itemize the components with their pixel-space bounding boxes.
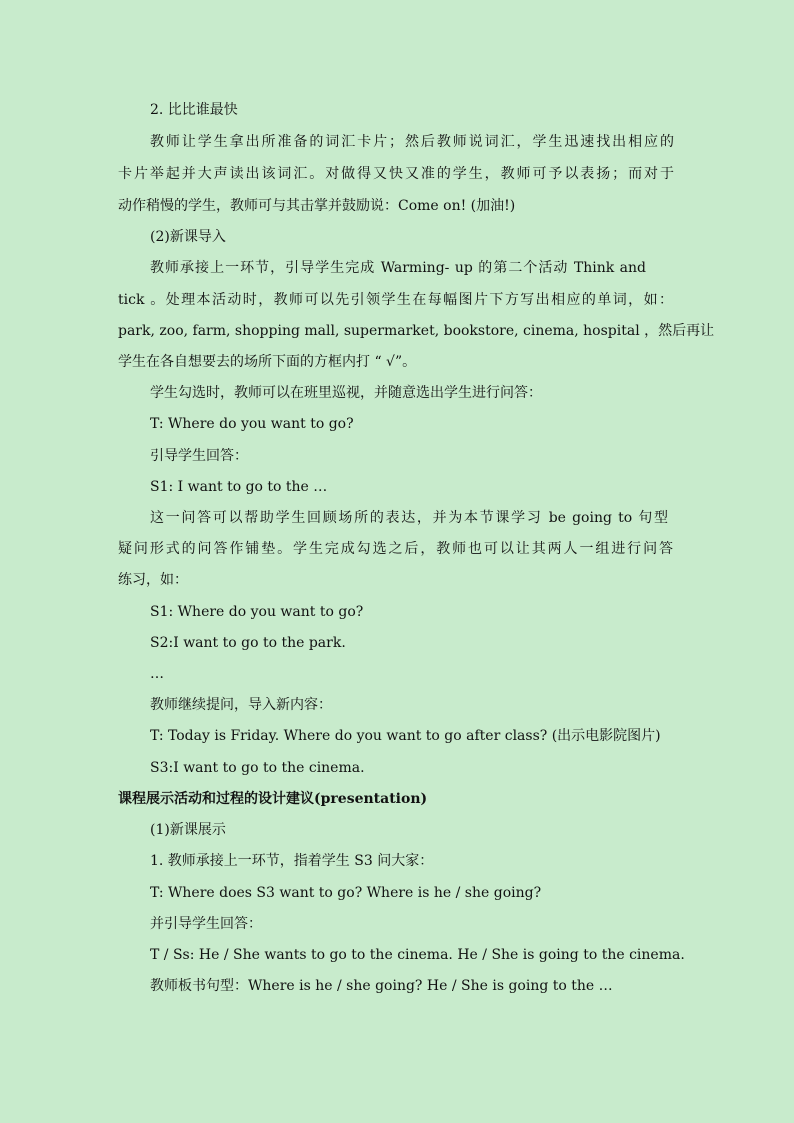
paragraph-line: 1. 教师承接上一环节，指着学生 S3 问大家： xyxy=(150,853,434,869)
paragraph-line: 教师继续提问，导入新内容： xyxy=(150,697,332,713)
paragraph-line: 疑问形式的问答作铺垫。学生完成勾选之后，教师也可以让其两人一组进行问答 xyxy=(118,541,673,557)
paragraph-line: 教师承接上一环节，引导学生完成 Warming- up 的第二个活动 Think and xyxy=(150,260,646,276)
paragraph-line: 引导学生回答： xyxy=(150,448,248,464)
dialogue-line: S1: I want to go to the … xyxy=(150,479,328,495)
paragraph-line: 这一问答可以帮助学生回顾场所的表达，并为本节课学习 be going to 句型 xyxy=(150,510,668,526)
paragraph-line: 并引导学生回答： xyxy=(150,916,262,932)
paragraph-line: 卡片举起并大声读出该词汇。对做得又快又准的学生，教师可予以表扬；而对于 xyxy=(118,166,674,182)
paragraph-line: 学生勾选时，教师可以在班里巡视，并随意选出学生进行问答： xyxy=(150,385,542,401)
paragraph-line: tick 。处理本活动时，教师可以先引领学生在每幅图片下方写出相应的单词，如： xyxy=(118,292,673,308)
dialogue-line: S2:I want to go to the park. xyxy=(150,635,346,651)
paragraph-line: 动作稍慢的学生，教师可与其击掌并鼓励说：Come on! (加油!) xyxy=(118,198,516,214)
dialogue-line: S1: Where do you want to go? xyxy=(150,604,364,620)
dialogue-line: T / Ss: He / She wants to go to the cinema. He / She is going to the cinema. xyxy=(150,947,685,963)
dialogue-line: T: Where does S3 want to go? Where is he / she going? xyxy=(150,885,542,901)
section-heading-presentation: 课程展示活动和过程的设计建议(presentation) xyxy=(118,791,428,807)
paragraph-line: 练习，如： xyxy=(118,572,188,588)
dialogue-line: T: Where do you want to go? xyxy=(150,416,354,432)
ellipsis-line: … xyxy=(150,666,164,682)
dialogue-line: S3:I want to go to the cinema. xyxy=(150,760,365,776)
paragraph-line: park, zoo, farm, shopping mall, supermarket, bookstore, cinema, hospital ，然后再让 xyxy=(118,323,715,339)
section-heading-new-lesson-show: (1)新课展示 xyxy=(150,822,226,838)
paragraph-line: 教师板书句型：Where is he / she going? He / She is going to the … xyxy=(150,978,613,994)
section-heading-compete: 2. 比比谁最快 xyxy=(150,102,238,118)
paragraph-line: 教师让学生拿出所准备的词汇卡片；然后教师说词汇，学生迅速找出相应的 xyxy=(150,134,674,150)
dialogue-line: T: Today is Friday. Where do you want to go after class? (出示电影院图片) xyxy=(150,728,661,744)
section-heading-new-lesson-intro: (2)新课导入 xyxy=(150,229,226,245)
paragraph-line: 学生在各自想要去的场所下面的方框内打 “ √”。 xyxy=(118,354,417,370)
